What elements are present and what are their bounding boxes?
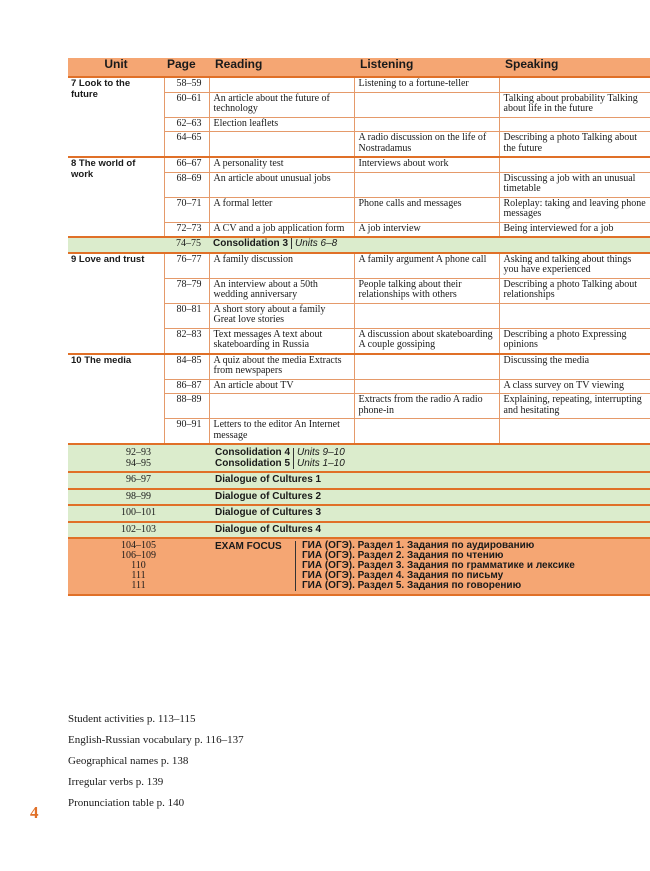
- listening-cell: People talking about their relationships with others: [354, 278, 499, 303]
- page-cell: 80–81: [164, 303, 209, 328]
- reading-cell: A short story about a family Great love stories: [209, 303, 354, 328]
- consolidation-row: [68, 237, 650, 253]
- page-cell: 72–73: [164, 222, 209, 237]
- speaking-cell: Asking and talking about things you have experienced: [499, 253, 650, 279]
- page-cell: 76–77: [164, 253, 209, 279]
- dialogue-page: 98–99: [126, 490, 151, 502]
- exam-page: 111: [131, 580, 146, 591]
- consolidation-row: [68, 459, 650, 472]
- consolidation-page: 74–75: [164, 237, 209, 253]
- reading-cell: Text messages A text about skateboarding in Russia: [209, 328, 354, 354]
- page-cell: 60–61: [164, 92, 209, 117]
- dialogue-row: [68, 523, 650, 540]
- reading-cell: A quiz about the media Extracts from newspapers: [209, 354, 354, 380]
- footer-list: [68, 713, 244, 818]
- dialogue-row: [68, 506, 650, 523]
- table-row: [68, 253, 650, 279]
- unit-title: 10 The media: [68, 354, 164, 445]
- consolidation-units: Units 1–10: [293, 459, 345, 470]
- page-cell: 70–71: [164, 197, 209, 222]
- speaking-cell: Roleplay: taking and leaving phone messages: [499, 197, 650, 222]
- exam-focus-block: [68, 539, 650, 596]
- exam-items: [296, 541, 575, 591]
- contents-sheet: [68, 58, 650, 596]
- consolidation-label: Consolidation 4: [215, 447, 290, 458]
- listening-cell: [354, 419, 499, 445]
- exam-page: 106–109: [121, 550, 156, 561]
- dialogue-label: Dialogue of Cultures 4: [215, 523, 322, 535]
- consolidation-row: [68, 445, 650, 459]
- listening-cell: Listening to a fortune-teller: [354, 77, 499, 92]
- speaking-cell: Talking about probability Talking about life in the future: [499, 92, 650, 117]
- speaking-cell: Describing a photo Talking about the future: [499, 132, 650, 158]
- speaking-cell: Describing a photo Expressing opinions: [499, 328, 650, 354]
- footer-item: Pronunciation table p. 140: [68, 797, 185, 809]
- exam-page: 110: [131, 560, 146, 571]
- listening-cell: [354, 92, 499, 117]
- consolidation-units: Units 9–10: [293, 448, 345, 459]
- exam-page: 111: [131, 570, 146, 581]
- speaking-cell: A class survey on TV viewing: [499, 379, 650, 394]
- reading-cell: [209, 132, 354, 158]
- speaking-cell: [499, 419, 650, 445]
- header-unit: Unit: [68, 58, 164, 77]
- speaking-cell: [499, 77, 650, 92]
- table-body: [68, 77, 650, 444]
- page-cell: 68–69: [164, 172, 209, 197]
- dialogue-label: Dialogue of Cultures 2: [215, 490, 322, 502]
- unit-title: 9 Love and trust: [68, 253, 164, 354]
- unit-title: 8 The world of work: [68, 157, 164, 237]
- footer-item: Irregular verbs p. 139: [68, 776, 164, 788]
- dialogue-row: [68, 473, 650, 490]
- reading-cell: A CV and a job application form: [209, 222, 354, 237]
- reading-cell: A formal letter: [209, 197, 354, 222]
- exam-item: ГИА (ОГЭ). Раздел 3. Задания по грамматике и лексике: [302, 560, 575, 571]
- contents-table: [68, 58, 650, 445]
- listening-cell: [354, 354, 499, 380]
- exam-page: 104–105: [121, 540, 156, 551]
- listening-cell: A discussion about skateboarding A couple gossiping: [354, 328, 499, 354]
- page-cell: 84–85: [164, 354, 209, 380]
- header-listening: Listening: [354, 58, 499, 77]
- page-cell: 66–67: [164, 157, 209, 172]
- speaking-cell: Discussing a job with an unusual timetable: [499, 172, 650, 197]
- footer-item: Student activities p. 113–115: [68, 713, 196, 725]
- reading-cell: An article about TV: [209, 379, 354, 394]
- page-cell: 86–87: [164, 379, 209, 394]
- listening-cell: [354, 303, 499, 328]
- table-row: [68, 77, 650, 92]
- listening-cell: Phone calls and messages: [354, 197, 499, 222]
- consolidation-label: Consolidation 5: [215, 457, 290, 469]
- listening-cell: [354, 379, 499, 394]
- dialogue-page: 102–103: [121, 523, 156, 535]
- reading-cell: A family discussion: [209, 253, 354, 279]
- header-speaking: Speaking: [499, 58, 650, 77]
- footer-item: English-Russian vocabulary p. 116–137: [68, 734, 244, 746]
- exam-pages: [68, 541, 209, 591]
- reading-cell: Letters to the editor An Internet message: [209, 419, 354, 445]
- speaking-cell: Discussing the media: [499, 354, 650, 380]
- footer-item: Geographical names p. 138: [68, 755, 189, 767]
- listening-cell: A family argument A phone call: [354, 253, 499, 279]
- dialogue-label: Dialogue of Cultures 1: [215, 474, 322, 485]
- exam-item: ГИА (ОГЭ). Раздел 5. Задания по говорению: [302, 580, 522, 591]
- speaking-cell: [499, 157, 650, 172]
- consolidation-page: 94–95: [126, 457, 151, 469]
- reading-cell: An article about the future of technology: [209, 92, 354, 117]
- exam-item: ГИА (ОГЭ). Раздел 1. Задания по аудированию: [302, 540, 535, 551]
- listening-cell: Extracts from the radio A radio phone-in: [354, 394, 499, 419]
- header-reading: Reading: [209, 58, 354, 77]
- dialogue-list: [68, 473, 650, 539]
- speaking-cell: [499, 117, 650, 132]
- listening-cell: A radio discussion on the life of Nostradamus: [354, 132, 499, 158]
- listening-cell: [354, 172, 499, 197]
- listening-cell: Interviews about work: [354, 157, 499, 172]
- table-row: [68, 354, 650, 380]
- dialogue-page: 96–97: [126, 474, 151, 485]
- reading-cell: [209, 394, 354, 419]
- reading-cell: Election leaflets: [209, 117, 354, 132]
- reading-cell: A personality test: [209, 157, 354, 172]
- reading-cell: [209, 77, 354, 92]
- dialogue-row: [68, 490, 650, 507]
- speaking-cell: [499, 303, 650, 328]
- page-number: 4: [30, 803, 39, 822]
- consolidation-cell: [209, 237, 650, 253]
- page-cell: 58–59: [164, 77, 209, 92]
- table-header: [68, 58, 650, 77]
- dialogue-page: 100–101: [121, 507, 156, 518]
- table-row: [68, 157, 650, 172]
- speaking-cell: Describing a photo Talking about relationships: [499, 278, 650, 303]
- reading-cell: An interview about a 50th wedding anniversary: [209, 278, 354, 303]
- listening-cell: [354, 117, 499, 132]
- consolidation-block: [68, 445, 650, 539]
- listening-cell: A job interview: [354, 222, 499, 237]
- exam-item: ГИА (ОГЭ). Раздел 2. Задания по чтению: [302, 550, 504, 561]
- speaking-cell: Being interviewed for a job: [499, 222, 650, 237]
- page-cell: 64–65: [164, 132, 209, 158]
- exam-item: ГИА (ОГЭ). Раздел 4. Задания по письму: [302, 570, 504, 581]
- consolidation-units: Units 6–8: [291, 238, 337, 249]
- reading-cell: An article about unusual jobs: [209, 172, 354, 197]
- dialogue-label: Dialogue of Cultures 3: [215, 507, 322, 518]
- header-page: Page: [164, 58, 209, 77]
- page-cell: 78–79: [164, 278, 209, 303]
- speaking-cell: Explaining, repeating, interrupting and hesitating: [499, 394, 650, 419]
- page-cell: 82–83: [164, 328, 209, 354]
- page-cell: 88–89: [164, 394, 209, 419]
- page-cell: 62–63: [164, 117, 209, 132]
- page-cell: 90–91: [164, 419, 209, 445]
- exam-focus-title: EXAM FOCUS: [209, 541, 296, 591]
- consolidation-label: Consolidation 3: [213, 238, 288, 249]
- consolidation-page: 92–93: [126, 447, 151, 458]
- unit-title: 7 Look to the future: [68, 77, 164, 157]
